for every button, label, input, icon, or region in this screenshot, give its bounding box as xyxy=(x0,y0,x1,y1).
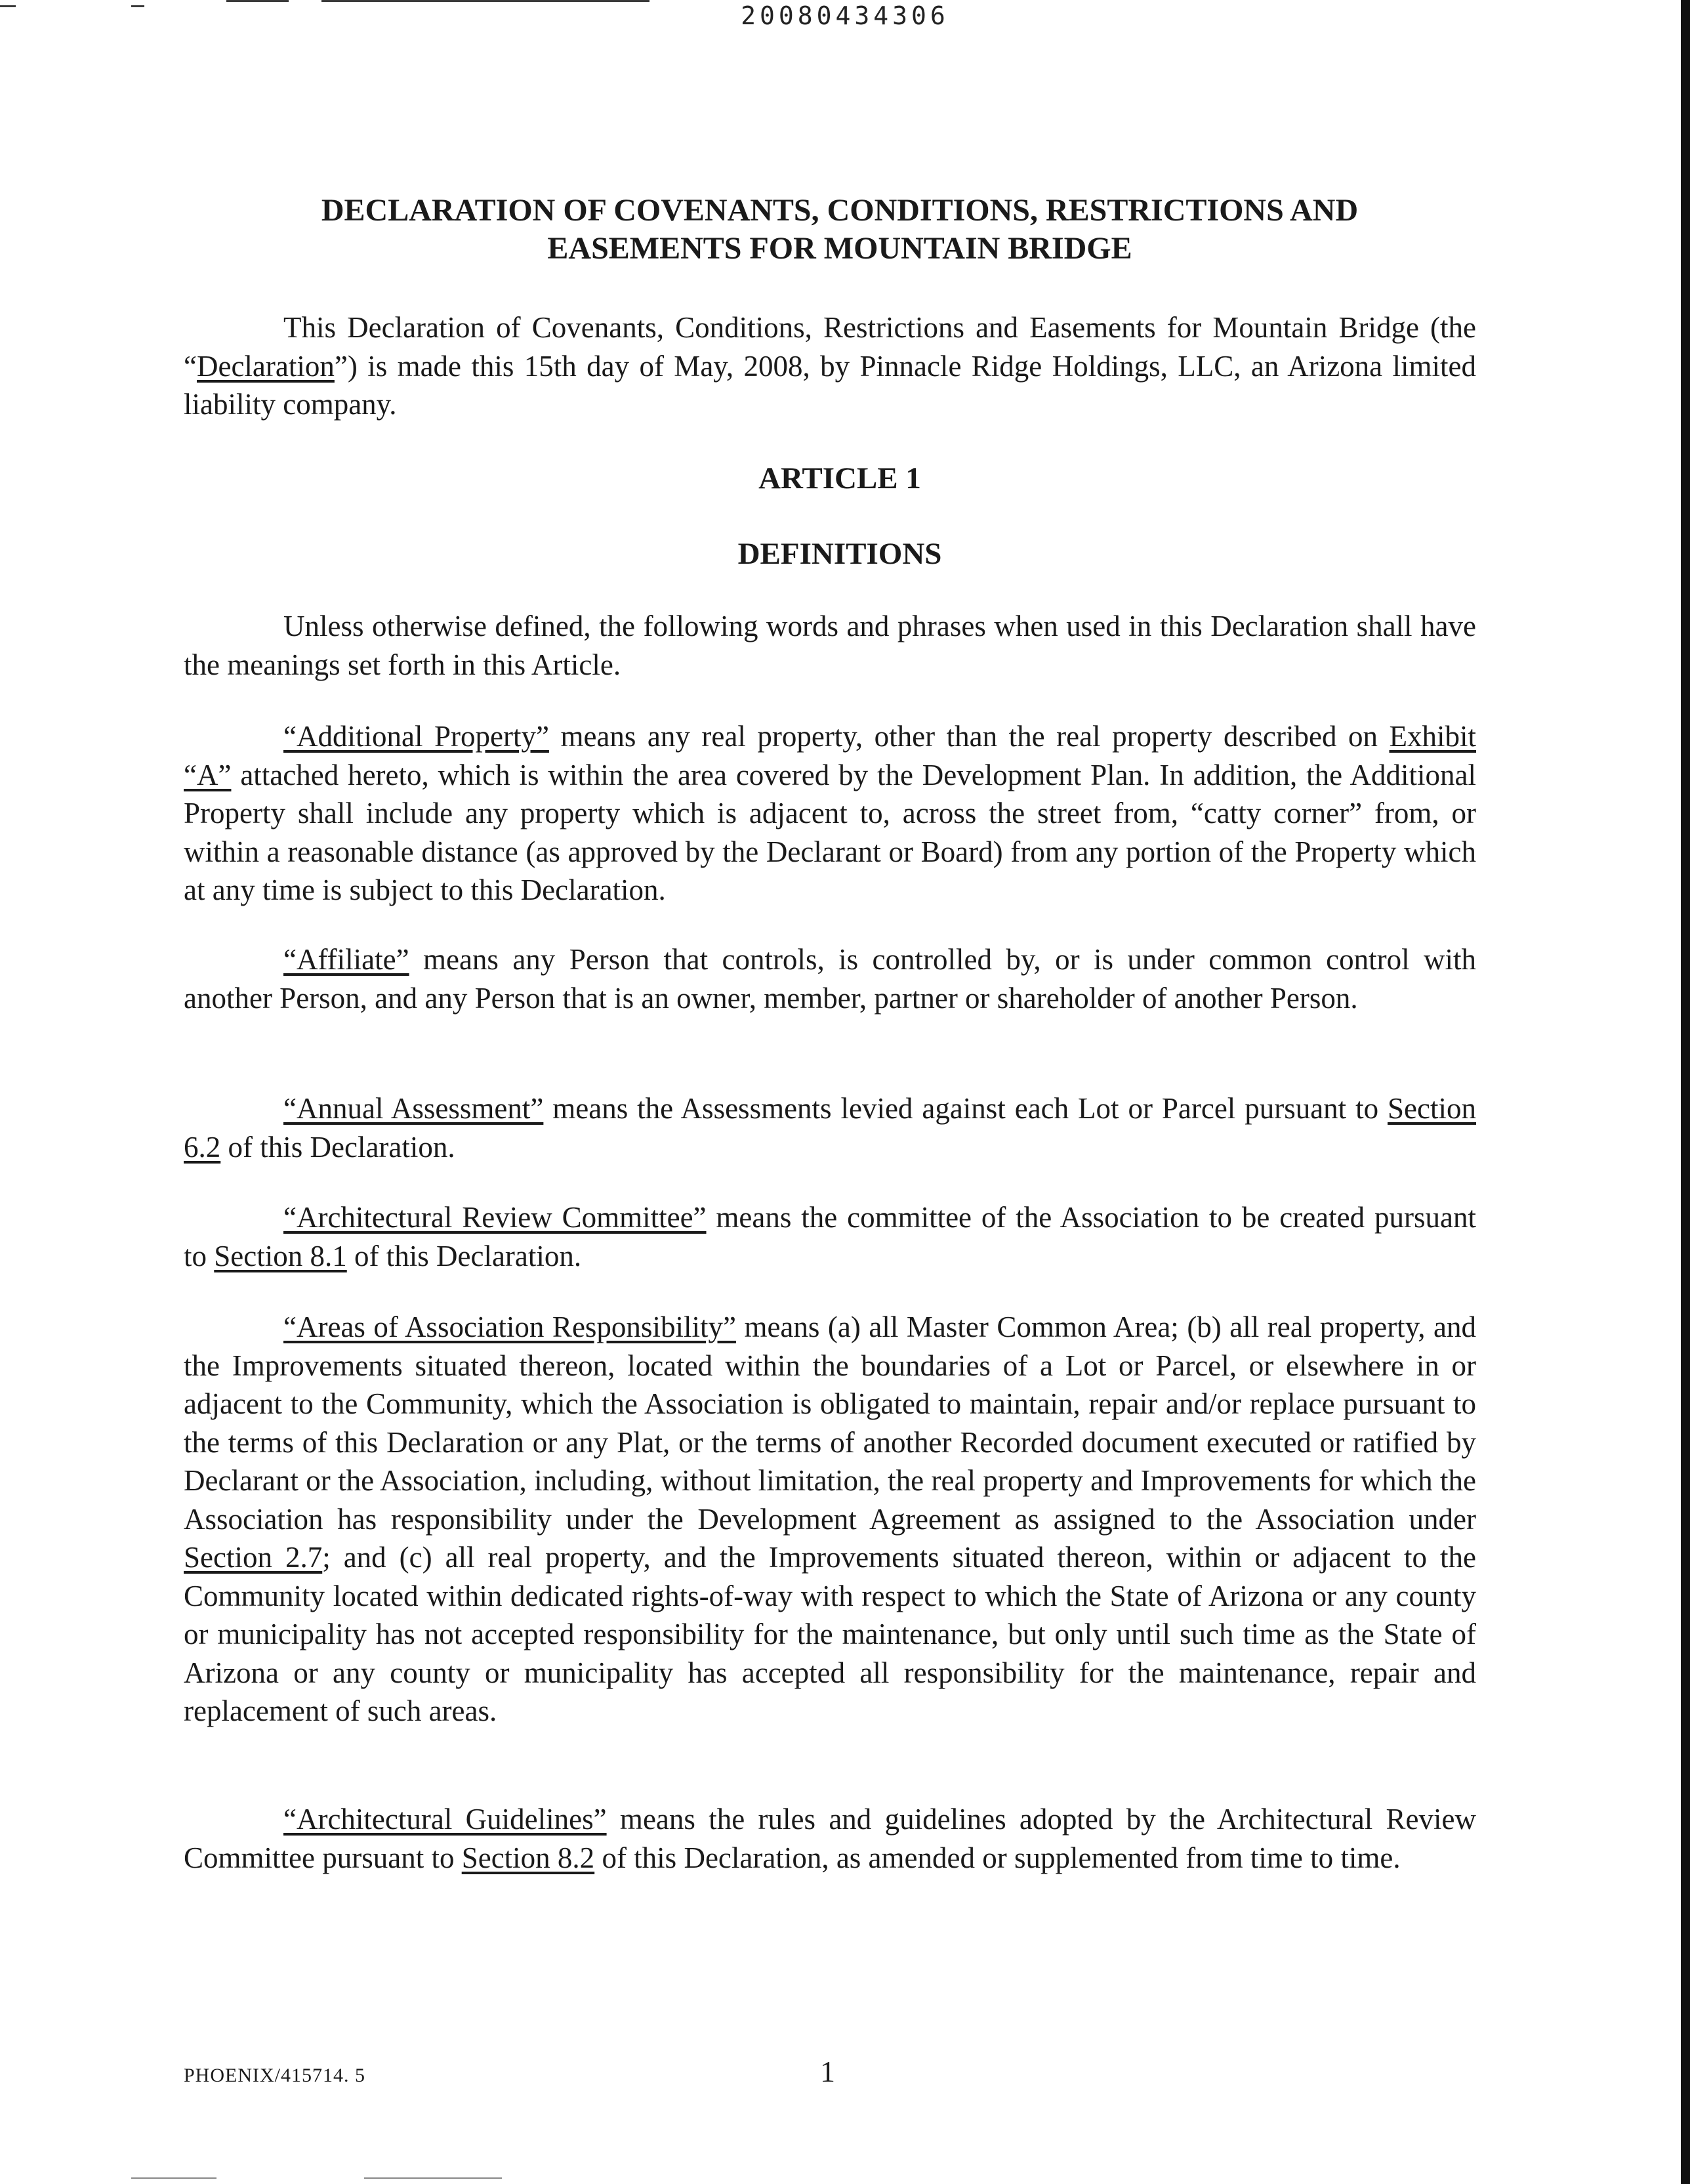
scan-edge-border xyxy=(1681,0,1690,2184)
cross-reference: Section 8.1 xyxy=(214,1239,347,1272)
preamble-paragraph: Unless otherwise defined, the following words and phrases when used in this Declaration shall have the meanings set forth in this Article. xyxy=(184,610,1476,681)
definition-text: means the committee of the Association to be created pursuant to xyxy=(184,1201,1476,1272)
cross-reference: Section 6.2 xyxy=(184,1092,1477,1164)
intro-text: ”) is made this 15th day of May, 2008, by Pinnacle Ridge Holdings, LLC, an Arizona limited liability company. xyxy=(184,349,1476,421)
definition-architectural-guidelines xyxy=(184,1800,1476,1877)
intro-paragraph xyxy=(184,308,1476,424)
article-number: ARTICLE 1 xyxy=(758,461,921,495)
definition-areas-of-association-responsibility xyxy=(184,1308,1476,1731)
cross-reference: Exhibit “A” xyxy=(184,720,1476,791)
defined-term: “Architectural Review Committee” xyxy=(283,1201,707,1234)
scan-artifact-line xyxy=(131,2177,216,2179)
definition-text: ; and (c) all real property, and the Improvements situated thereon, within or adjacent to the Community located within dedicated rights-of-way with respect to which the State of Arizona or any county or municipality has not accepted responsibility for the maintenance, but only until such time as the State of Arizona or any county or municipality has accepted all responsibility for the maintenance, repair and replacement of such areas. xyxy=(184,1541,1476,1727)
defined-term: “Annual Assessment” xyxy=(283,1092,544,1125)
definition-text: means any real property, other than the real property described on xyxy=(548,720,1390,753)
defined-term: “Affiliate” xyxy=(283,943,409,976)
scan-artifact-line xyxy=(364,2177,502,2179)
article-title: DEFINITIONS xyxy=(737,537,942,571)
cross-reference: Section 8.2 xyxy=(461,1841,595,1874)
defined-term: “Areas of Association Responsibility” xyxy=(283,1311,736,1343)
definition-text: means any Person that controls, is controlled by, or is under common control with another Person, and any Person that is an owner, member, partner or shareholder of another Person. xyxy=(184,943,1476,1015)
definition-text: means the Assessments levied against each Lot or Parcel pursuant to xyxy=(543,1092,1388,1125)
title-line-2: EASEMENTS FOR MOUNTAIN BRIDGE xyxy=(547,231,1132,266)
defined-term: “Architectural Guidelines” xyxy=(283,1803,607,1836)
definition-additional-property xyxy=(184,717,1476,910)
definition-text: of this Declaration, as amended or supplemented from time to time. xyxy=(594,1841,1401,1874)
intro-text: This Declaration of Covenants, Conditions, Restrictions and Easements for Mountain Bridge (the “ xyxy=(184,311,1476,383)
definition-architectural-review-committee xyxy=(184,1198,1476,1275)
definition-annual-assessment xyxy=(184,1089,1476,1166)
cross-reference: Section 2.7 xyxy=(184,1541,323,1574)
definition-text: of this Declaration. xyxy=(346,1239,582,1272)
definition-text: means the rules and guidelines adopted by the Architectural Review Committee pursuant to xyxy=(184,1803,1476,1874)
title-line-1: DECLARATION OF COVENANTS, CONDITIONS, RESTRICTIONS AND xyxy=(321,193,1359,228)
defined-term: “Additional Property” xyxy=(283,720,549,753)
page-number: 1 xyxy=(820,2055,835,2088)
recording-number: 20080434306 xyxy=(741,1,949,30)
definition-text: attached hereto, which is within the area covered by the Development Plan. In addition, the Additional Property shall include any property which is adjacent to, across the street from, “catty corner” from, or within a reasonable distance (as approved by the Declarant or Board) from any portion of the Property which at any time is subject to this Declaration. xyxy=(184,758,1476,906)
definition-text: means (a) all Master Common Area; (b) all real property, and the Improvements situated thereon, located within the boundaries of a Lot or Parcel, or elsewhere in or adjacent to the Community, which the Association is obligated to maintain, repair and/or replace pursuant to the terms of this Declaration or any Plat, or the terms of another Recorded document executed or ratified by Declarant or the Association, including, without limitation, the real property and Improvements for which the Association has responsibility under the Development Agreement as assigned to the Association under xyxy=(184,1311,1476,1536)
defined-term-declaration: Declaration xyxy=(196,349,335,383)
definition-text: of this Declaration. xyxy=(220,1130,455,1164)
document-title xyxy=(184,192,1496,268)
definition-affiliate xyxy=(184,940,1476,1017)
footer-document-id: PHOENIX/415714. 5 xyxy=(184,2065,365,2086)
